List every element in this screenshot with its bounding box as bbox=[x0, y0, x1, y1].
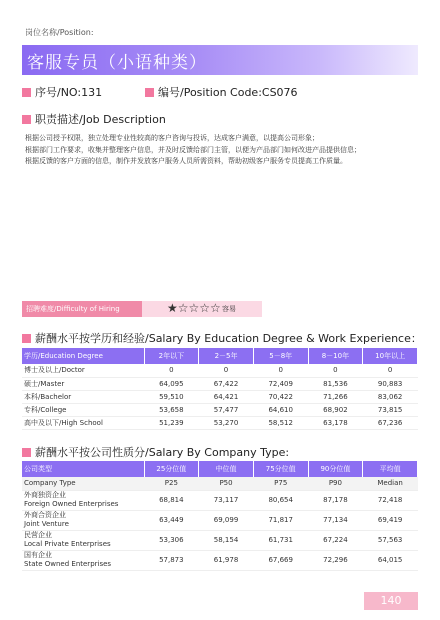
row-label: 硕士/Master bbox=[22, 377, 144, 390]
job-title: 客服专员（小语种类） bbox=[27, 53, 207, 73]
table-row bbox=[22, 416, 418, 429]
salary-cell: 57,477 bbox=[199, 403, 254, 416]
salary-cell: 64,095 bbox=[144, 377, 199, 390]
company-type-en: State Owned Enterprises bbox=[24, 560, 112, 568]
table-row bbox=[22, 377, 418, 390]
salary-cell: 73,815 bbox=[363, 403, 418, 416]
salary-cell: 71,817 bbox=[253, 510, 308, 530]
column-header: 8－10年 bbox=[308, 348, 363, 364]
company-type-cn: 民营企业 bbox=[24, 531, 52, 539]
table-row bbox=[22, 403, 418, 416]
pink-square-icon bbox=[22, 448, 31, 457]
row-label: 本科/Bachelor bbox=[22, 390, 144, 403]
serial-text: 序号/NO:131 bbox=[35, 86, 103, 99]
description-line: 根据公司授予权限，独立处理专业性较高的客户咨询与投诉，达成客户满意，以提高公司形象； bbox=[25, 134, 319, 142]
company-type-cn: 外商合资企业 bbox=[24, 511, 66, 519]
salary-cell: 64,610 bbox=[253, 403, 308, 416]
salary-cell: 70,422 bbox=[253, 390, 308, 403]
position-label: 岗位名称/Position: bbox=[25, 28, 94, 37]
salary-cell: 0 bbox=[199, 364, 254, 377]
row-label: 专科/College bbox=[22, 403, 144, 416]
pink-square-icon bbox=[22, 115, 31, 124]
description-line: 根据反馈的客户方面的信息，制作并发放客户服务人员所需资料，帮助初级客户服务专员提高工作质量。 bbox=[25, 157, 347, 165]
salary-cell: 90,883 bbox=[363, 377, 418, 390]
salary-cell: 61,731 bbox=[253, 530, 308, 550]
table-row bbox=[22, 530, 418, 550]
salary-cell: 73,117 bbox=[199, 490, 254, 510]
page-number: 140 bbox=[364, 592, 418, 610]
salary-cell: 67,236 bbox=[363, 416, 418, 429]
salary-cell: 64,015 bbox=[363, 550, 418, 570]
salary-cell: 68,902 bbox=[308, 403, 363, 416]
company-type-en: Joint Venture bbox=[24, 520, 69, 528]
serial-field bbox=[22, 84, 102, 100]
salary-company-table bbox=[22, 461, 418, 571]
company-type-en: Foreign Owned Enterprises bbox=[24, 500, 119, 508]
salary-cell: 69,419 bbox=[363, 510, 418, 530]
company-type-label bbox=[22, 490, 144, 510]
salary-cell: 87,178 bbox=[308, 490, 363, 510]
salary-cell: 63,178 bbox=[308, 416, 363, 429]
difficulty-label: 招聘难度/Difficulty of Hiring bbox=[22, 301, 142, 317]
difficulty-row bbox=[22, 301, 418, 317]
salary-cell: 0 bbox=[308, 364, 363, 377]
salary-cell: 72,418 bbox=[363, 490, 418, 510]
salary-cell: 53,270 bbox=[199, 416, 254, 429]
subheader-row bbox=[22, 477, 418, 490]
table-header-row bbox=[22, 461, 418, 477]
salary-cell: 61,978 bbox=[199, 550, 254, 570]
pink-square-icon bbox=[22, 88, 31, 97]
salary-cell: 77,134 bbox=[308, 510, 363, 530]
company-type-label bbox=[22, 550, 144, 570]
subheader-cell: P75 bbox=[253, 477, 308, 490]
column-header: 中位值 bbox=[199, 461, 254, 477]
salary-cell: 53,306 bbox=[144, 530, 199, 550]
subheader-cell: P25 bbox=[144, 477, 199, 490]
difficulty-stars: ★☆☆☆☆ bbox=[167, 301, 221, 315]
difficulty-value-box bbox=[142, 301, 262, 317]
row-label: 高中及以下/High School bbox=[22, 416, 144, 429]
table-row bbox=[22, 364, 418, 377]
company-type-cn: 外商独资企业 bbox=[24, 491, 66, 499]
company-type-label bbox=[22, 530, 144, 550]
row-label: 博士及以上/Doctor bbox=[22, 364, 144, 377]
salary-cell: 0 bbox=[253, 364, 308, 377]
difficulty-value: 容易 bbox=[222, 305, 236, 313]
salary-cell: 68,814 bbox=[144, 490, 199, 510]
subheader-cell: P50 bbox=[199, 477, 254, 490]
salary-cell: 80,654 bbox=[253, 490, 308, 510]
code-field bbox=[145, 84, 298, 100]
job-description bbox=[25, 133, 420, 168]
salary-cell: 0 bbox=[144, 364, 199, 377]
subheader-cell: P90 bbox=[308, 477, 363, 490]
column-header: 2－5年 bbox=[199, 348, 254, 364]
salary-cell: 57,563 bbox=[363, 530, 418, 550]
column-header: 5－8年 bbox=[253, 348, 308, 364]
salary-cell: 63,449 bbox=[144, 510, 199, 530]
salary-cell: 53,658 bbox=[144, 403, 199, 416]
table-row bbox=[22, 390, 418, 403]
column-header: 90分位值 bbox=[308, 461, 363, 477]
salary-cell: 58,512 bbox=[253, 416, 308, 429]
salary-cell: 58,154 bbox=[199, 530, 254, 550]
salary-cell: 67,669 bbox=[253, 550, 308, 570]
salary-cell: 59,510 bbox=[144, 390, 199, 403]
column-header: 2年以下 bbox=[144, 348, 199, 364]
salary-cell: 0 bbox=[363, 364, 418, 377]
salary-cell: 69,099 bbox=[199, 510, 254, 530]
salary-company-heading: 薪酬水平按公司性质分/Salary By Company Type: bbox=[22, 444, 289, 460]
subheader-cell: Median bbox=[363, 477, 418, 490]
company-type-cn: 国有企业 bbox=[24, 551, 52, 559]
salary-cell: 67,422 bbox=[199, 377, 254, 390]
code-text: 编号/Position Code:CS076 bbox=[158, 86, 298, 99]
company-type-label bbox=[22, 510, 144, 530]
column-header: 25分位值 bbox=[144, 461, 199, 477]
salary-cell: 57,873 bbox=[144, 550, 199, 570]
description-heading: 职责描述/Job Description bbox=[22, 111, 166, 127]
salary-cell: 51,239 bbox=[144, 416, 199, 429]
pink-square-icon bbox=[22, 334, 31, 343]
salary-cell: 81,536 bbox=[308, 377, 363, 390]
salary-cell: 67,224 bbox=[308, 530, 363, 550]
pink-square-icon bbox=[145, 88, 154, 97]
salary-cell: 71,266 bbox=[308, 390, 363, 403]
salary-cell: 83,062 bbox=[363, 390, 418, 403]
salary-cell: 72,296 bbox=[308, 550, 363, 570]
column-header: 平均值 bbox=[363, 461, 418, 477]
salary-edu-heading: 薪酬水平按学历和经验/Salary By Education Degree & Work Experience： bbox=[22, 330, 422, 346]
salary-cell: 72,409 bbox=[253, 377, 308, 390]
company-type-en: Local Private Enterprises bbox=[24, 540, 111, 548]
column-header: 公司类型 bbox=[22, 461, 144, 477]
salary-edu-table bbox=[22, 348, 418, 430]
description-line: 根据部门工作要求，收集并整理客户信息，并及时反馈给部门主管，以便为产品部门如何改进产品提供信息； bbox=[25, 145, 361, 154]
table-row bbox=[22, 510, 418, 530]
salary-cell: 64,421 bbox=[199, 390, 254, 403]
column-header: 75分位值 bbox=[253, 461, 308, 477]
title-bar bbox=[22, 45, 418, 75]
column-header: 10年以上 bbox=[363, 348, 418, 364]
column-header: 学历/Education Degree bbox=[22, 348, 144, 364]
table-header-row bbox=[22, 348, 418, 364]
subheader-cell: Company Type bbox=[22, 477, 144, 490]
table-row bbox=[22, 490, 418, 510]
table-row bbox=[22, 550, 418, 570]
